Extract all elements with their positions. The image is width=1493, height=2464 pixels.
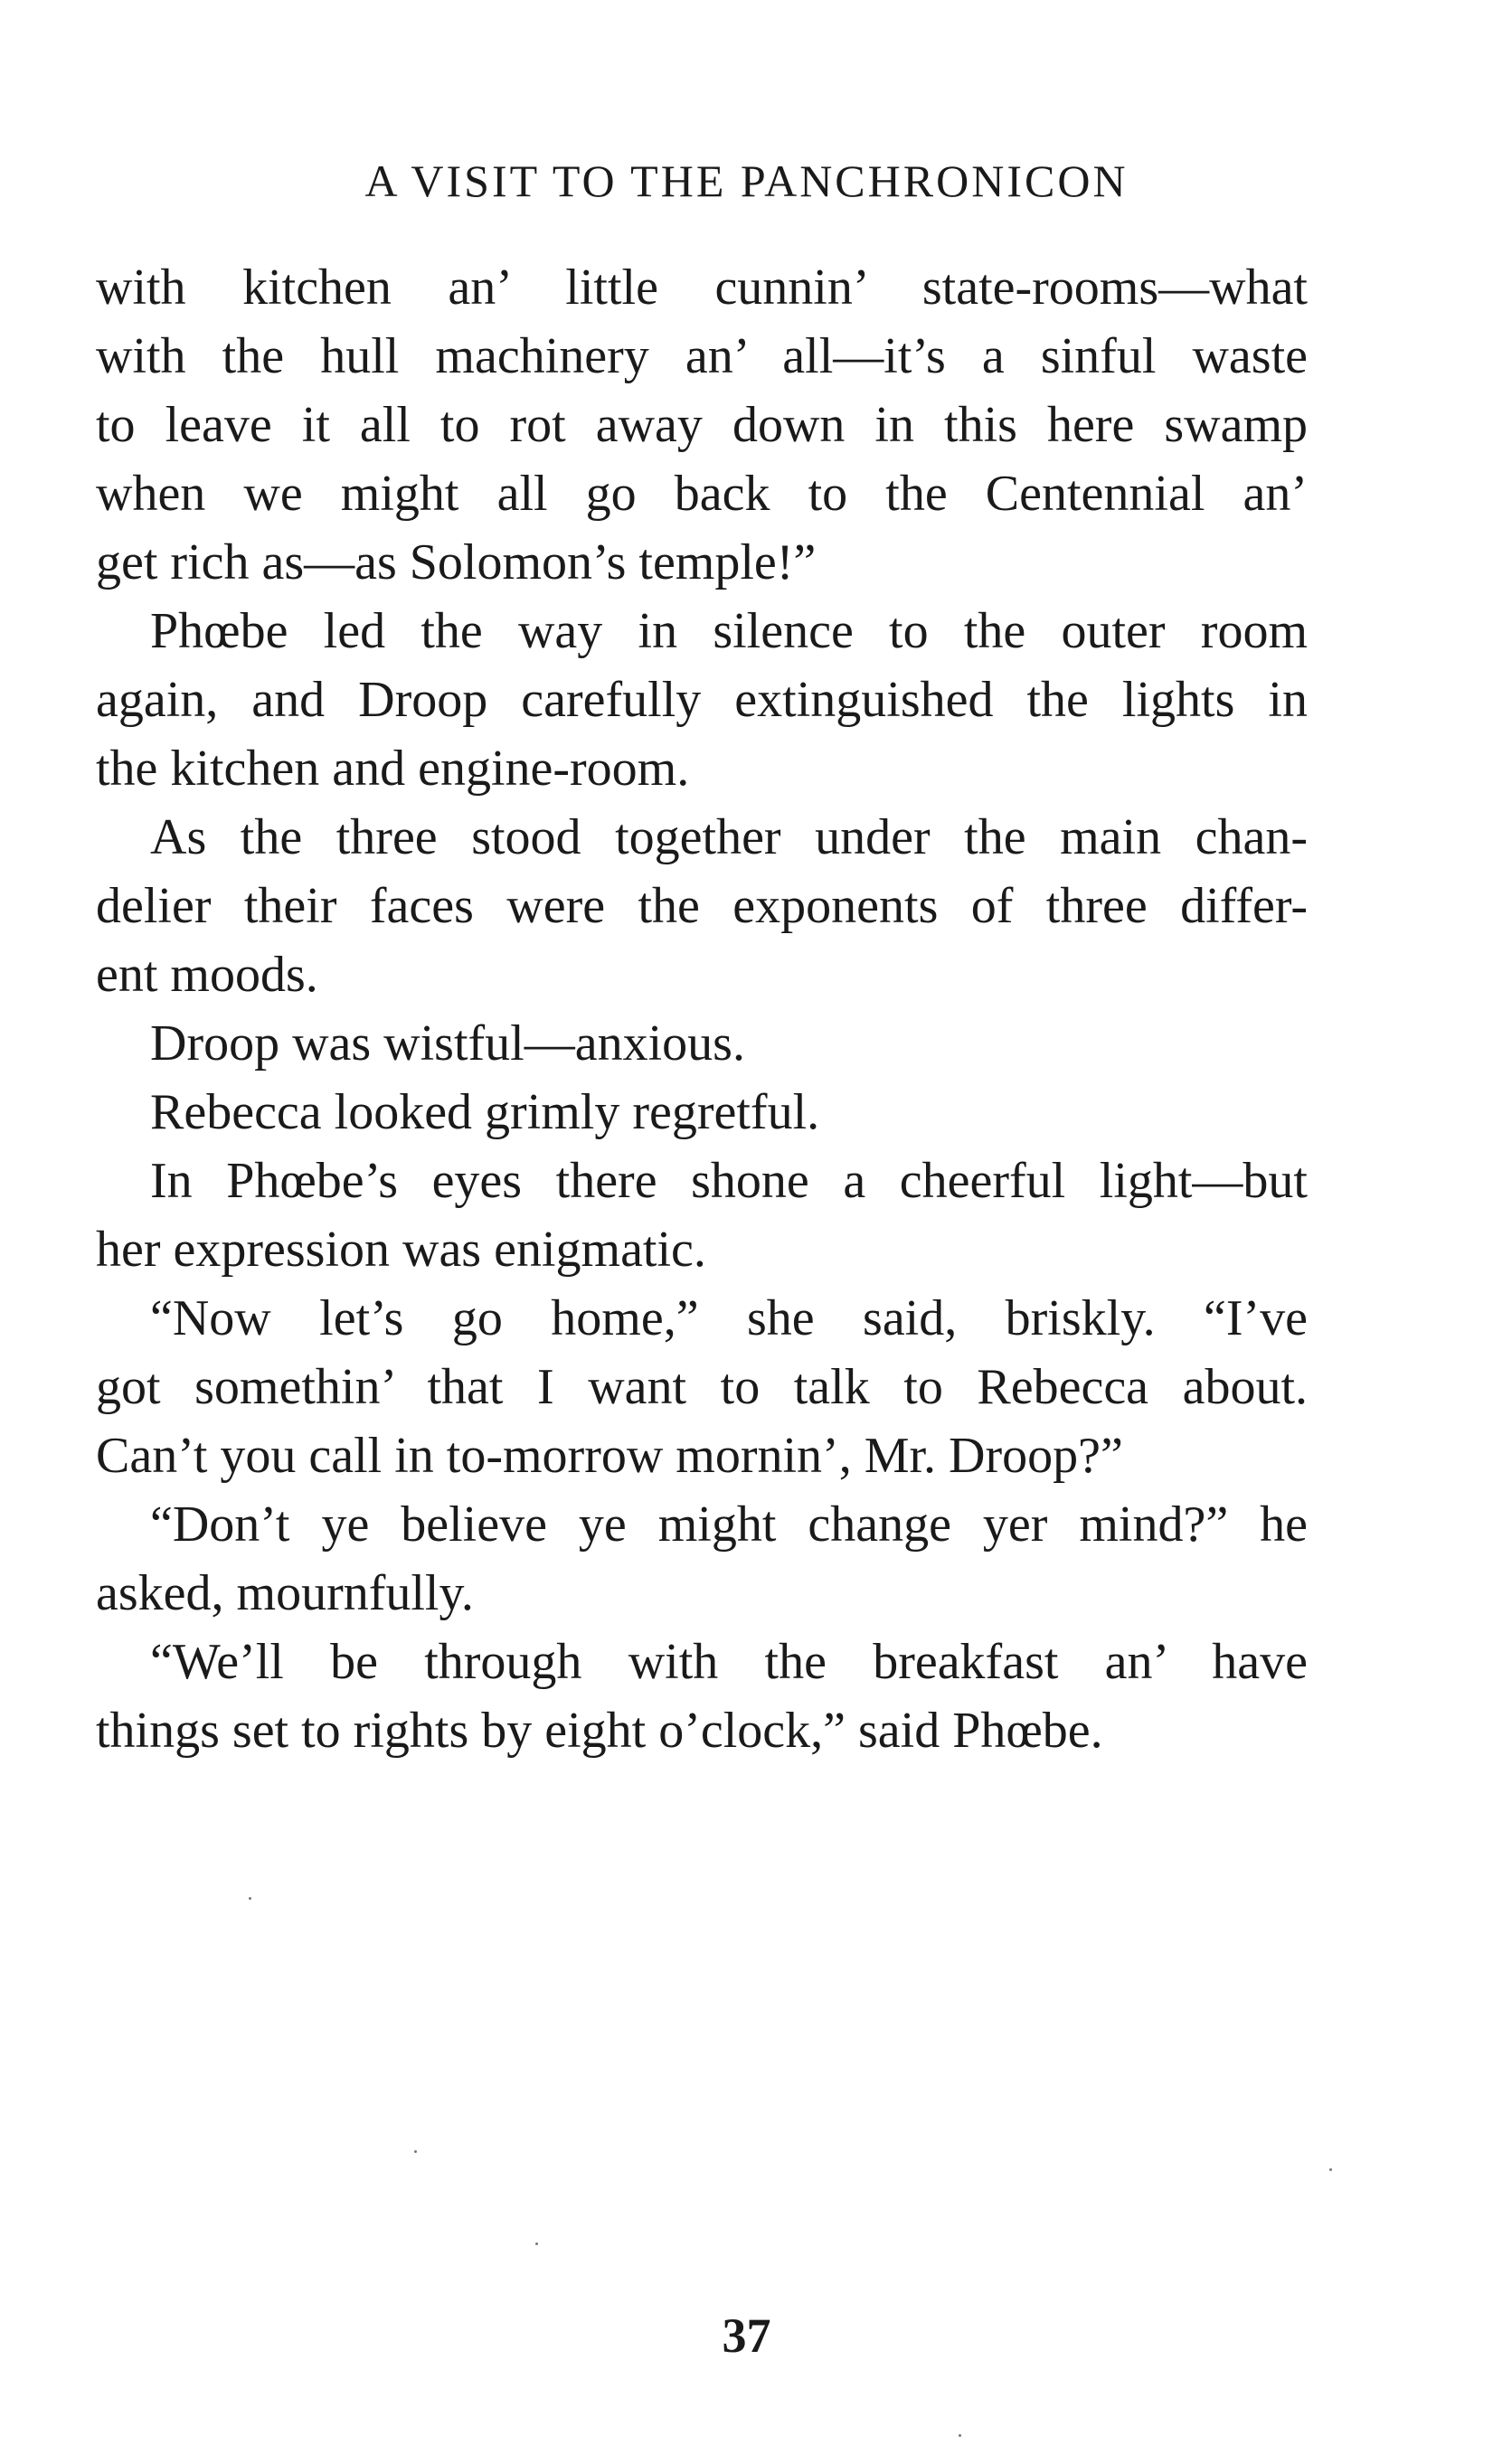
text-line: again, and Droop carefully extinguished the lights in [96,672,1308,728]
text-line: delier their faces were the exponents of three differ- [96,878,1308,934]
text-line: with kitchen an’ little cunnin’ state-rooms—what [96,260,1308,316]
paper-speck [249,1897,251,1900]
paragraph [96,1628,1308,1765]
text-line: to leave it all to rot away down in this here swamp [96,397,1308,453]
text-line: her expression was enigmatic. [96,1222,706,1278]
text-line: As the three stood together under the main chan- [150,809,1308,865]
paper-speck [1329,2168,1332,2171]
text-line: get rich as—as Solomon’s temple!” [96,534,817,590]
text-line: Rebecca looked grimly regretful. [150,1084,820,1140]
body-text [96,253,1308,1765]
page-number: 37 [722,2308,771,2363]
text-line: with the hull machinery an’ all—it’s a sinful waste [96,328,1308,384]
text-line: “We’ll be through with the breakfast an’ have [150,1634,1308,1690]
paragraph [96,1009,1308,1078]
running-head: A VISIT TO THE PANCHRONICON [364,156,1129,206]
paragraph [96,1490,1308,1628]
text-line: when we might all go back to the Centennial an’ [96,466,1308,522]
paper-speck [959,2434,961,2437]
paper-speck [535,2242,538,2245]
text-line: Can’t you call in to-morrow mornin’, Mr. Droop?” [96,1428,1123,1484]
text-line: In Phœbe’s eyes there shone a cheerful light—but [150,1153,1308,1209]
text-line: ent moods. [96,947,318,1003]
text-line: things set to rights by eight o’clock,” said Phœbe. [96,1703,1103,1759]
paper-speck [414,2150,417,2153]
text-line: Phœbe led the way in silence to the outer room [150,603,1308,659]
text-line: Droop was wistful—anxious. [150,1015,745,1072]
paragraph [96,1078,1308,1147]
text-line: “Now let’s go home,” she said, briskly. “I’ve [150,1290,1308,1346]
paragraph [96,1147,1308,1284]
text-line: got somethin’ that I want to talk to Rebecca about. [96,1359,1308,1415]
text-line: the kitchen and engine-room. [96,741,690,797]
paragraph [96,803,1308,1009]
text-line: “Don’t ye believe ye might change yer mind?” he [150,1496,1308,1553]
paragraph [96,1284,1308,1490]
text-line: asked, mournfully. [96,1565,474,1621]
paragraph [96,597,1308,803]
paragraph [96,253,1308,597]
